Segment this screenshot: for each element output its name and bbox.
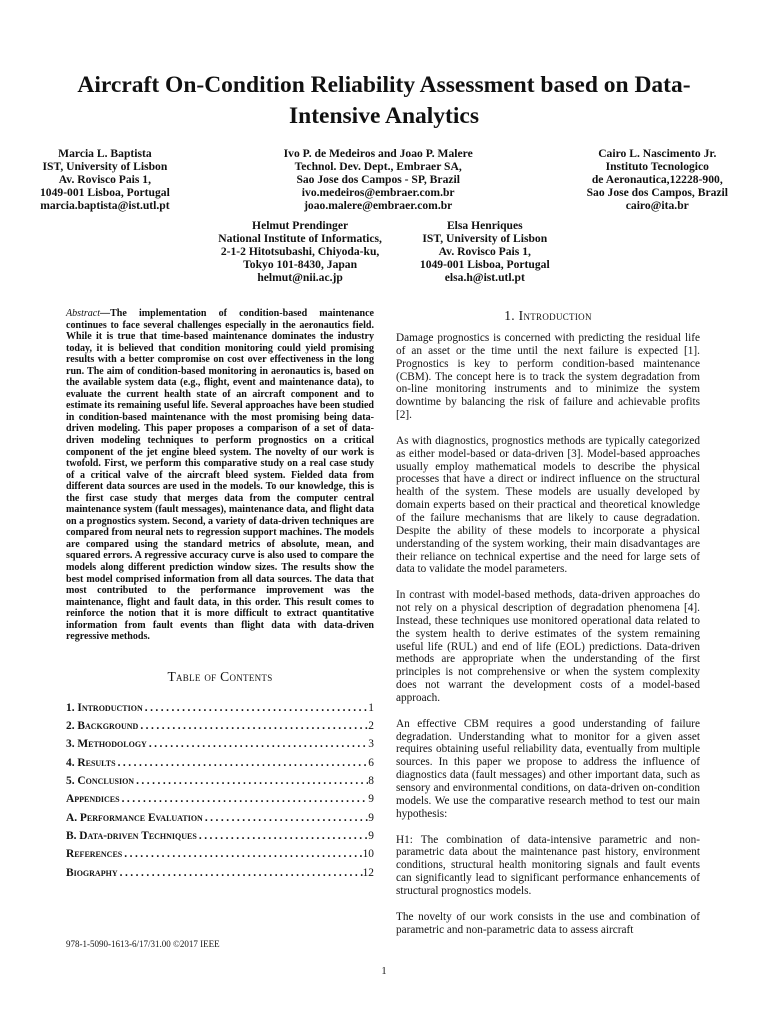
- intro-paragraph: An effective CBM requires a good understanding of failure degradation. Understanding what to monitor for a given asset requires obtaining useful reliability data, eventually from multiple sources. In this paper we propose to address the influence of diagnostics data (fault messages) and other important data, such as sensory and environmental conditions, on data-driven on-condition models. We use the comparative research method to test our main hypothesis:: [396, 717, 700, 820]
- author-affiliation: IST, University of Lisbon: [42, 160, 168, 174]
- toc-label: Results: [77, 756, 116, 769]
- toc-leader: [116, 757, 369, 769]
- abstract-lead: Abstract: [66, 308, 101, 319]
- toc-number: 4.: [66, 756, 78, 769]
- toc-label: Data-driven Techniques: [79, 829, 197, 842]
- toc-item[interactable]: [66, 793, 374, 811]
- author-email: elsa.h@ist.utl.pt: [444, 271, 525, 285]
- author-affiliation: IST, University of Lisbon: [422, 232, 548, 246]
- authors-row-1: [40, 147, 728, 212]
- toc-number: 5.: [66, 775, 78, 788]
- right-column: [396, 308, 700, 949]
- toc-item[interactable]: [66, 830, 374, 848]
- author-name: Helmut Prendinger: [252, 219, 349, 232]
- paper-title: Aircraft On-Condition Reliability Assessment based on Data-Intensive Analytics: [77, 72, 691, 129]
- table-of-contents: [66, 702, 374, 885]
- author-affiliation: National Institute of Informatics,: [218, 232, 382, 246]
- author-name: Elsa Henriques: [446, 219, 523, 232]
- author-prendinger: [218, 219, 382, 284]
- toc-item[interactable]: [66, 738, 374, 756]
- author-address: 2-1-2 Hitotsubashi, Chiyoda-ku,: [220, 245, 380, 259]
- author-baptista: [40, 147, 170, 212]
- author-city: Tokyo 101-8430, Japan: [243, 258, 358, 272]
- author-email: cairo@ita.br: [625, 199, 689, 213]
- author-address: Av. Rovisco Pais 1,: [58, 173, 151, 187]
- toc-number: 1.: [66, 701, 78, 714]
- author-email: joao.malere@embraer.com.br: [304, 199, 453, 213]
- author-affiliation: Technol. Dev. Dept., Embraer SA,: [294, 160, 462, 174]
- author-medeiros-malere: [284, 147, 473, 212]
- toc-page: 2: [368, 720, 374, 733]
- toc-number: A.: [66, 811, 80, 824]
- toc-page: 9: [368, 811, 374, 824]
- toc-label: Introduction: [77, 701, 143, 714]
- author-email: helmut@nii.ac.jp: [257, 271, 343, 285]
- toc-page: 10: [362, 848, 374, 861]
- author-city: Sao Jose dos Campos, Brazil: [586, 186, 728, 200]
- intro-paragraph: The novelty of our work consists in the use and combination of parametric and non-parametric data to assess aircraft: [396, 910, 700, 936]
- toc-item[interactable]: [66, 848, 374, 866]
- toc-page: 3: [368, 738, 374, 751]
- author-city: 1049-001 Lisboa, Portugal: [40, 186, 170, 200]
- author-email: marcia.baptista@ist.utl.pt: [40, 199, 170, 213]
- toc-label: Biography: [66, 866, 118, 879]
- toc-label: Performance Evaluation: [79, 811, 203, 824]
- toc-label: Appendices: [66, 793, 120, 806]
- abstract-text: The implementation of condition-based maintenance continues to face several challenges especially in the aeronautics field. While it is true that time-based maintenance dominates the industry today, it is believed that condition monitoring could yield promising results with a better compromise on cost over effectiveness in the long run. The aim of condition-based monitoring in aeronautics is, based on the available system data (e.g., flight, event and maintenance data), to evaluate the current health state of an aircraft component and to estimate its remaining useful life. Several approaches have been studied in condition-based maintenance with the most promising being data-driven modeling. This paper proposes a comparison of a set of data-driven modeling techniques to perform prognostics on a critical component of the jet engine bleed system. The novelty of our work is twofold. First, we perform this comparative study on a real case study of a critical valve of the aircraft bleed system. Fielded data from different data sources are used in the models. To our knowledge, this is the first case study that merges data from the computer central maintenance system (fault messages), maintenance data, and flight data on a prognostics system. Second, a variety of data-driven techniques are compared from neural nets to regression support machines. The models are compared using the standard metrics of absolute, mean, and squared errors. A regressive accuracy curve is also used to compare the models along different prediction window sizes. The results show the best model comprised information from all data sources. The data that most contributed to the performance improvement was the maintenance, flight and fault data, in this order. This result comes to reinforce the notion that it is more difficult to extract quantitative information from fault events than flight data with data-driven regressive methods.: [66, 308, 374, 643]
- author-nascimento: [587, 147, 728, 212]
- toc-leader: [143, 702, 369, 714]
- abstract: [66, 308, 374, 643]
- toc-page: 6: [368, 756, 374, 769]
- author-name: Ivo P. de Medeiros and Joao P. Malere: [283, 147, 473, 160]
- toc-item[interactable]: [66, 720, 374, 738]
- toc-number: B.: [66, 829, 80, 842]
- author-affiliation: Instituto Tecnologico: [605, 160, 709, 174]
- toc-leader: [134, 775, 368, 787]
- toc-leader: [122, 848, 362, 860]
- intro-paragraph: Damage prognostics is concerned with predicting the residual life of an asset or the time until the next failure is expected [1]. Prognostics is key to perform condition-based maintenance (CBM). The concept here is to track the system degradation from on-line monitoring instruments and to minimize the system downtime by balancing the risk of failure and achievable profits [2].: [396, 332, 700, 422]
- toc-leader: [197, 830, 368, 842]
- toc-number: 2.: [66, 720, 78, 733]
- toc-leader: [147, 738, 368, 750]
- toc-item[interactable]: [66, 702, 374, 720]
- copyright-footnote: 978-1-5090-1613-6/17/31.00 ©2017 IEEE: [66, 939, 220, 949]
- toc-label: Conclusion: [77, 775, 135, 788]
- author-henriques: [420, 219, 550, 284]
- toc-page: 1: [368, 701, 374, 714]
- author-address: Av. Rovisco Pais 1,: [438, 245, 531, 259]
- intro-paragraph: As with diagnostics, prognostics methods are typically categorized as either model-based or data-driven [3]. Model-based approaches usually employ mathematical models to describe the physical processes that have a direct or indirect influence on the structural health of the system. These models are usually developed by domain experts based on their practical and theoretical knowledge of the failure mechanisms that are likely to cause degradation. Despite the ability of these models to incorporate a physical understanding of the system working, their main disadvantages are their reliance on technical expertise and the need for large sets of data to validate the model parameters.: [396, 434, 700, 576]
- toc-number: 3.: [66, 738, 78, 751]
- left-column: [66, 308, 374, 885]
- toc-page: 9: [368, 829, 374, 842]
- toc-item[interactable]: [66, 757, 374, 775]
- author-city: 1049-001 Lisboa, Portugal: [419, 258, 550, 272]
- author-name: Marcia L. Baptista: [58, 147, 152, 160]
- abstract-dash: —: [100, 308, 111, 319]
- toc-heading: Table of Contents: [167, 668, 273, 684]
- toc-label: References: [66, 848, 123, 861]
- toc-leader: [203, 812, 368, 824]
- section-heading-introduction: 1. Introduction: [504, 308, 592, 323]
- author-address: Sao Jose dos Campos - SP, Brazil: [296, 173, 460, 187]
- author-email: ivo.medeiros@embraer.com.br: [301, 186, 455, 200]
- toc-item[interactable]: [66, 867, 374, 885]
- toc-leader: [138, 720, 368, 732]
- author-name: Cairo L. Nascimento Jr.: [598, 147, 717, 160]
- toc-label: Background: [77, 720, 139, 733]
- toc-item[interactable]: [66, 812, 374, 830]
- author-address: de Aeronautica,12228-900,: [591, 173, 723, 187]
- intro-paragraph: In contrast with model-based methods, data-driven approaches do not rely on a physical description of degradation phenomena [4]. Instead, these techniques use monitored operational data related to the system health to derive estimates of the system remaining useful life (RUL) and end of life (EOL) predictions. Data-driven methods are appropriate when the understanding of the first principles is not comprehensive or when the system complexity does not warrant the development costs of a model-based approach.: [396, 589, 700, 704]
- toc-item[interactable]: [66, 775, 374, 793]
- toc-label: Methodology: [77, 738, 147, 751]
- toc-leader: [118, 867, 363, 879]
- hypothesis-paragraph: H1: The combination of data-intensive parametric and non-parametric data about the maintenance past history, environment conditions, structural health monitoring signals and fault events can significantly lead to significant performance enhancements of structural prognostics models.: [396, 833, 700, 897]
- toc-page: 12: [362, 866, 374, 879]
- authors-row-2: [40, 219, 728, 284]
- toc-page: 8: [368, 775, 374, 788]
- page-number: 1: [381, 966, 387, 977]
- toc-leader: [120, 793, 369, 805]
- toc-page: 9: [368, 793, 374, 806]
